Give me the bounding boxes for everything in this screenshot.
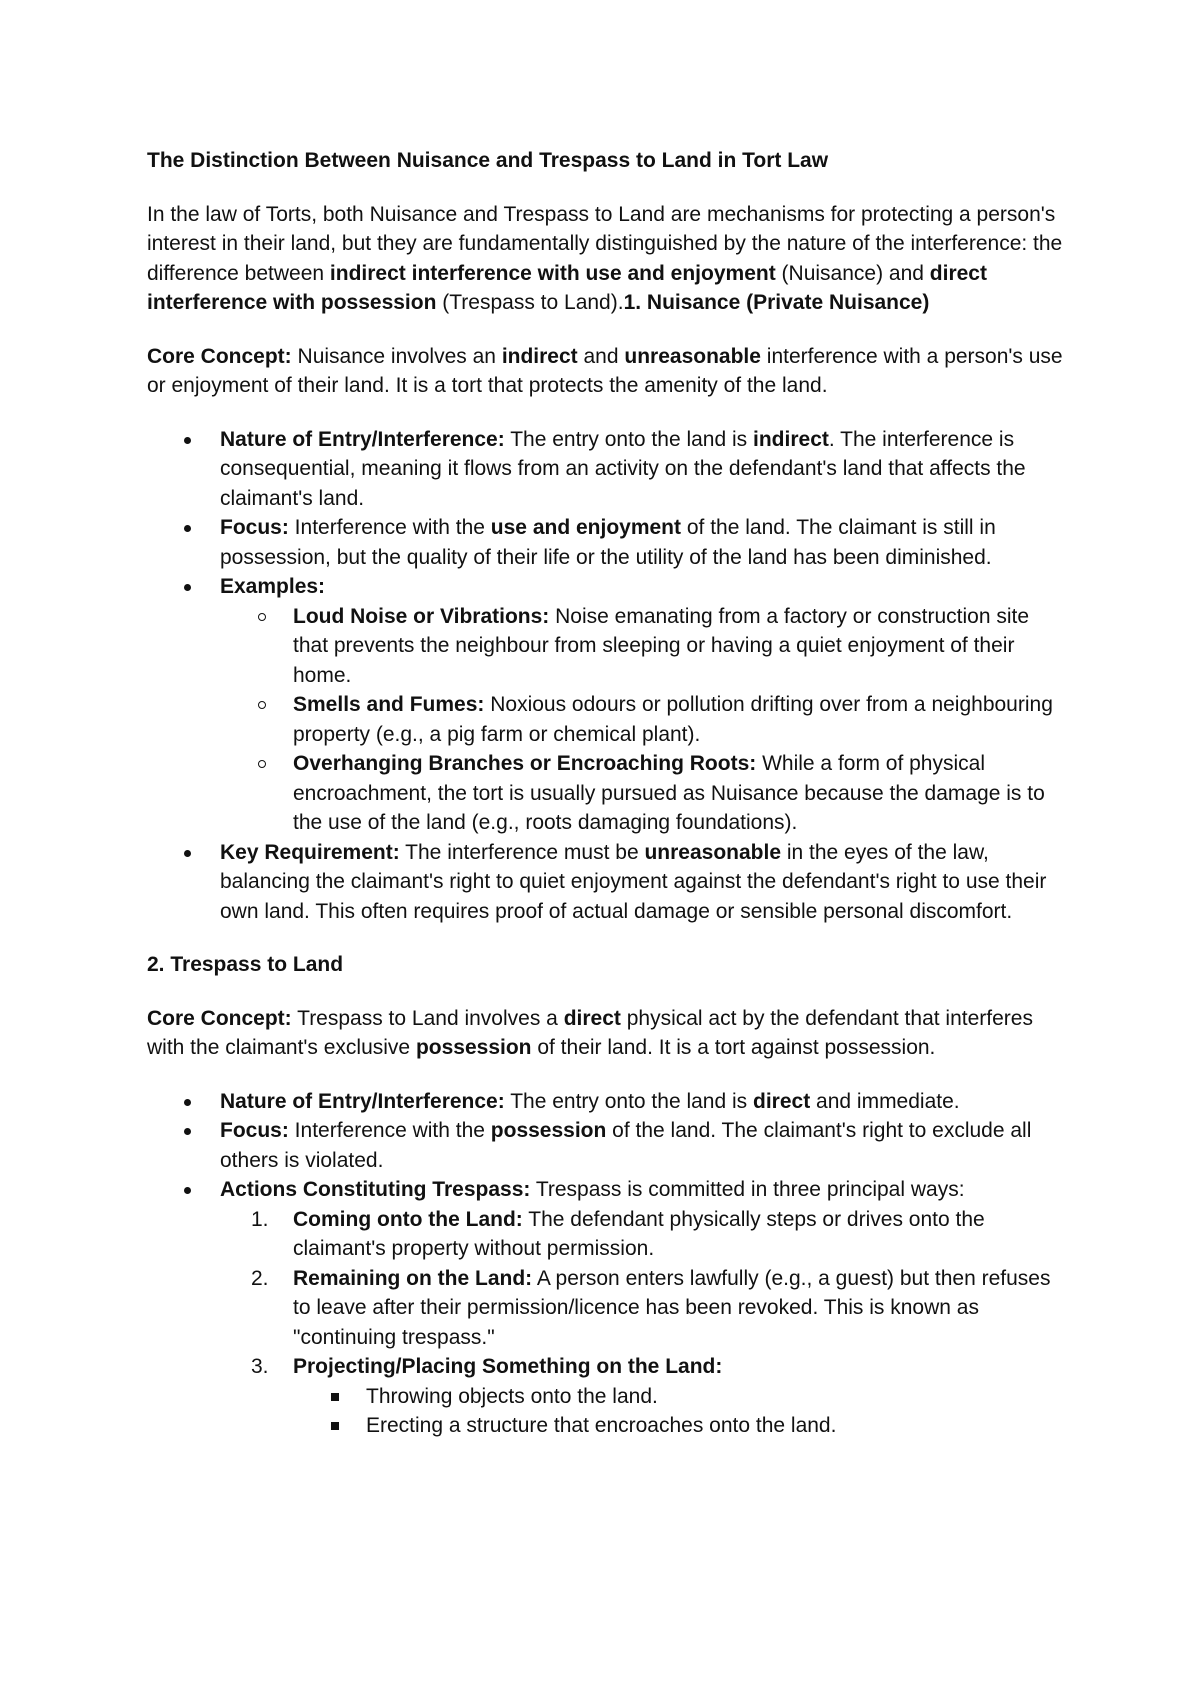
document-body <box>147 146 1067 1441</box>
section-heading-trespass: 2. Trespass to Land <box>147 953 344 976</box>
list-item: Actions Constituting Trespass: Trespass is committed in three principal ways: 1. Coming onto the Land: The defendant physically steps or drives onto the claimant's property without permission. 2. Remaining on the Land: A person enters lawfully (e.g., a guest) but then refuses to leave after their permission/licence has been revoked. This is known as "continuing trespass." 3. Projecting/Placing Something on the Land: Throwing objects onto the land. Erecting a structure that encroaches onto the land. <box>220 1175 1067 1441</box>
list-item: Focus: Interference with the possession of the land. The claimant's right to exclude all others is violated. <box>220 1116 1067 1175</box>
ways-list <box>220 1205 1067 1441</box>
list-item: Loud Noise or Vibrations: Noise emanating from a factory or construction site that prevents the neighbour from sleeping or having a quiet enjoyment of their home. <box>293 602 1067 691</box>
list-item: Overhanging Branches or Encroaching Roots: While a form of physical encroachment, the tort is usually pursued as Nuisance because the damage is to the use of the land (e.g., roots damaging foundations). <box>293 749 1067 838</box>
list-item: Erecting a structure that encroaches onto the land. <box>366 1411 1067 1441</box>
list-item: Examples: Loud Noise or Vibrations: Noise emanating from a factory or construction site that prevents the neighbour from sleeping or having a quiet enjoyment of their home. Smells and Fumes: Noxious odours or pollution drifting over from a neighbouring property (e.g., a pig farm or chemical plant). Overhanging Branches or Encroaching Roots: While a form of physical encroachment, the tort is usually pursued as Nuisance because the damage is to the use of the land (e.g., roots damaging foundations). <box>220 572 1067 838</box>
list-item: Nature of Entry/Interference: The entry onto the land is direct and immediate. <box>220 1087 1067 1117</box>
list-item: Throwing objects onto the land. <box>366 1382 1067 1412</box>
list-item: 1. Coming onto the Land: The defendant physically steps or drives onto the claimant's property without permission. <box>251 1207 985 1260</box>
nuisance-list <box>147 425 1067 927</box>
trespass-core-concept: Core Concept: Trespass to Land involves a direct physical act by the defendant that interferes with the claimant's exclusive possession of their land. It is a tort against possession. <box>147 1006 1033 1059</box>
trespass-list <box>147 1087 1067 1441</box>
list-item: 3. Projecting/Placing Something on the Land: Throwing objects onto the land. Erecting a structure that encroaches onto the land. <box>293 1352 1067 1441</box>
list-item: Nature of Entry/Interference: The entry onto the land is indirect. The interference is consequential, meaning it flows from an activity on the defendant's land that affects the claimant's land. <box>220 425 1067 514</box>
section-heading-nuisance: 1. Nuisance (Private Nuisance) <box>623 291 930 314</box>
examples-list <box>220 602 1067 838</box>
document-title: The Distinction Between Nuisance and Trespass to Land in Tort Law <box>147 149 829 172</box>
list-item: Focus: Interference with the use and enjoyment of the land. The claimant is still in possession, but the quality of their life or the utility of the land has been diminished. <box>220 513 1067 572</box>
projecting-list <box>293 1382 1067 1441</box>
nuisance-core-concept: Core Concept: Nuisance involves an indirect and unreasonable interference with a person's use or enjoyment of their land. It is a tort that protects the amenity of the land. <box>147 344 1063 397</box>
list-item: 2. Remaining on the Land: A person enters lawfully (e.g., a guest) but then refuses to leave after their permission/licence has been revoked. This is known as "continuing trespass." <box>251 1266 1051 1349</box>
list-item: Smells and Fumes: Noxious odours or pollution drifting over from a neighbouring property (e.g., a pig farm or chemical plant). <box>293 690 1067 749</box>
list-item: Key Requirement: The interference must be unreasonable in the eyes of the law, balancing the claimant's right to quiet enjoyment against the defendant's right to use their own land. This often requires proof of actual damage or sensible personal discomfort. <box>220 838 1067 927</box>
intro-paragraph: In the law of Torts, both Nuisance and Trespass to Land are mechanisms for protecting a person's interest in their land, but they are fundamentally distinguished by the nature of the interference: the difference between indirect interference with use and enjoyment (Nuisance) and direct interference with possession (Trespass to Land).1. Nuisance (Private Nuisance) <box>147 202 1063 314</box>
